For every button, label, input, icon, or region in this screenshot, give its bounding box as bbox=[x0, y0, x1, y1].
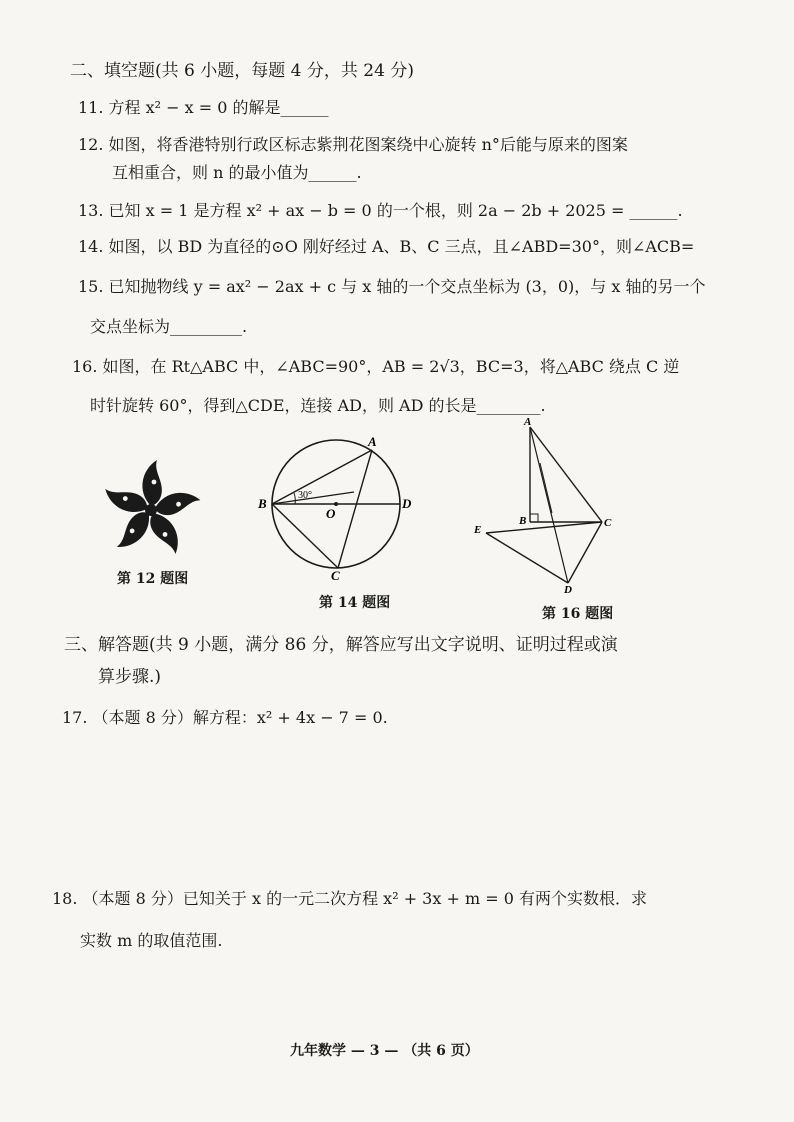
page-footer: 九年数学 — 3 — （共 6 页） bbox=[290, 1043, 479, 1059]
question-14: 14. 如图，以 BD 为直径的⊙O 刚好经过 A、B、C 三点，且∠ABD=30°，则∠ACB= bbox=[78, 237, 695, 256]
fig16-label-d: D bbox=[564, 584, 572, 596]
fig14-label-a: A bbox=[368, 434, 377, 449]
triangle-figure-16 bbox=[472, 415, 612, 595]
section-3-heading-line-2: 算步骤.) bbox=[98, 667, 162, 687]
circle-figure-14 bbox=[258, 432, 418, 582]
question-16-line-1: 16. 如图，在 Rt△ABC 中，∠ABC=90°，AB = 2√3，BC=3，将△ABC 绕点 C 逆 bbox=[72, 357, 680, 376]
fig16-label-e: E bbox=[474, 524, 482, 536]
question-18-line-1: 18. （本题 8 分）已知关于 x 的一元二次方程 x² + 3x + m = 0 有两个实数根．求 bbox=[52, 889, 647, 908]
figure-12-caption: 第 12 题图 bbox=[117, 571, 189, 587]
question-17: 17. （本题 8 分）解方程：x² + 4x − 7 = 0. bbox=[62, 708, 388, 727]
fig16-label-a: A bbox=[524, 416, 532, 428]
question-12-line-1: 12. 如图，将香港特别行政区标志紫荆花图案绕中心旋转 n°后能与原来的图案 bbox=[78, 135, 628, 154]
fig14-label-d: D bbox=[402, 496, 412, 511]
bauhinia-flower-figure bbox=[96, 455, 206, 565]
question-16-line-2: 时针旋转 60°，得到△CDE，连接 AD，则 AD 的长是________. bbox=[90, 396, 546, 415]
fig14-label-c: C bbox=[331, 568, 340, 583]
question-15-line-2: 交点坐标为_________. bbox=[90, 317, 248, 336]
question-18-line-2: 实数 m 的取值范围. bbox=[80, 931, 223, 950]
question-15-line-1: 15. 已知抛物线 y = ax² − 2ax + c 与 x 轴的一个交点坐标为 (3，0)，与 x 轴的另一个 bbox=[78, 277, 706, 296]
fig16-label-c: C bbox=[604, 517, 612, 529]
figure-14-caption: 第 14 题图 bbox=[319, 595, 391, 611]
fig14-label-b: B bbox=[258, 496, 267, 511]
question-11: 11. 方程 x² − x = 0 的解是______ bbox=[78, 98, 329, 117]
fig16-label-b: B bbox=[519, 515, 527, 527]
section-2-heading: 二、填空题(共 6 小题，每题 4 分，共 24 分) bbox=[70, 61, 414, 81]
question-12-line-2: 互相重合，则 n 的最小值为______. bbox=[112, 163, 362, 182]
fig14-angle-label: 30° bbox=[298, 490, 312, 501]
figure-16-caption: 第 16 题图 bbox=[542, 606, 614, 622]
section-3-heading-line-1: 三、解答题(共 9 小题，满分 86 分，解答应写出文字说明、证明过程或演 bbox=[64, 635, 618, 655]
question-13: 13. 已知 x = 1 是方程 x² + ax − b = 0 的一个根，则 2a − 2b + 2025 = ______. bbox=[78, 201, 683, 220]
fig14-label-o: O bbox=[326, 506, 336, 521]
